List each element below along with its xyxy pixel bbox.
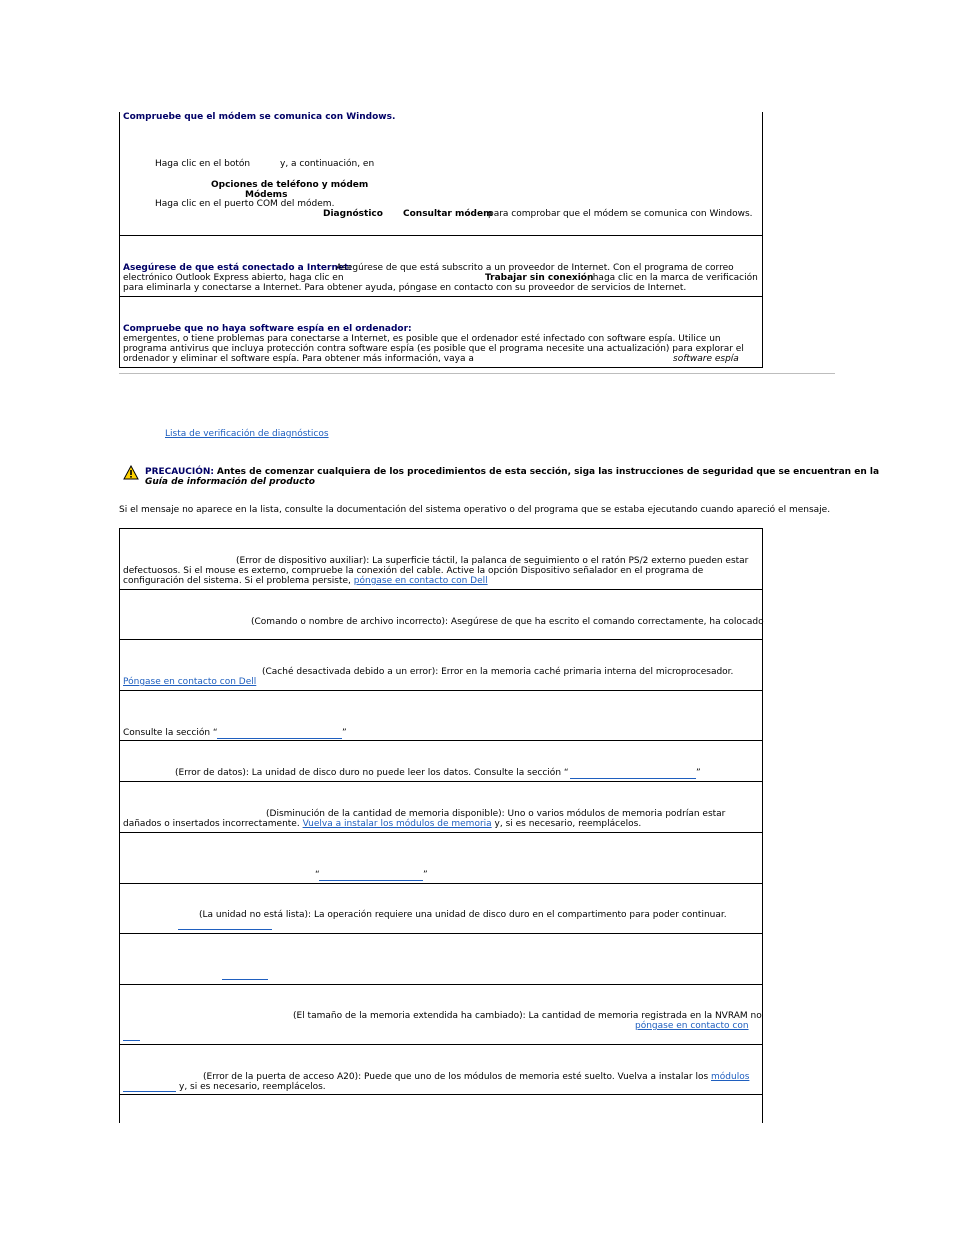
- section-link[interactable]: [178, 929, 272, 930]
- product-info-guide: Guía de información del producto: [145, 477, 315, 487]
- contact-dell-link[interactable]: Póngase en contacto con Dell: [123, 677, 257, 687]
- cache-error-text: (Caché desactivada debido a un error): Error en la memoria caché primaria interna del microprocesador.: [262, 667, 734, 677]
- contact-dell-link-continuation[interactable]: [123, 1040, 140, 1041]
- contact-dell-link[interactable]: póngase en contacto con Dell: [353, 576, 488, 586]
- aux-error-line3: configuración del sistema. Si el problema persiste,: [123, 576, 351, 586]
- section-link[interactable]: [222, 979, 268, 980]
- ext-memory-text: (El tamaño de la memoria extendida ha cambiado): La cantidad de memoria registrada en la NVRAM no: [293, 1011, 762, 1021]
- error-table-divider: [119, 832, 763, 833]
- internet-line2-end: , haga clic en la marca de verificación: [587, 273, 758, 283]
- internet-check-heading: Asegúrese de que está conectado a Internet:: [123, 263, 352, 273]
- modems-tab-label: Módems: [245, 190, 288, 200]
- aux-error-line2: defectuosos. Si el mouse es externo, compruebe la conexión del cable. Active la opción Dispositivo señalador en el programa de: [123, 566, 704, 576]
- caution-icon: [123, 465, 143, 481]
- error-table-divider: [119, 1094, 763, 1095]
- spyware-check-heading: Compruebe que no haya software espía en el ordenador:: [123, 324, 412, 334]
- gate-a20-line1: (Error de la puerta de acceso A20): Puede que uno de los módulos de memoria esté suelto. Vuelva a instalar los: [203, 1072, 709, 1082]
- internet-line2: electrónico Outlook Express abierto, haga clic en: [123, 273, 344, 283]
- modem-step1-text: Haga clic en el botón: [155, 159, 251, 169]
- top-table-divider: [119, 235, 763, 236]
- consult-section-text: Consulte la sección “: [123, 728, 218, 738]
- data-error-close-quote: ”: [696, 768, 701, 778]
- top-table-divider: [119, 296, 763, 297]
- data-error-text: (Error de datos): La unidad de disco duro no puede leer los datos. Consulte la sección “: [175, 768, 569, 778]
- quote-open: “: [315, 870, 320, 880]
- modem-step1-continue: y, a continuación, en: [280, 159, 375, 169]
- gate-a20-line2: y, si es necesario, reemplácelos.: [179, 1082, 326, 1092]
- top-table-right-border: [762, 112, 763, 368]
- query-modem-label: Consultar módem: [403, 209, 493, 219]
- error-table-divider: [119, 690, 763, 691]
- modem-check-heading: Compruebe que el módem se comunica con Windows.: [123, 112, 396, 122]
- error-table-divider: [119, 984, 763, 985]
- phone-modem-options-label: Opciones de teléfono y módem: [211, 180, 369, 190]
- internet-line1: Asegúrese de que está subscrito a un proveedor de Internet. Con el programa de correo: [336, 263, 734, 273]
- memory-decrease-line1: (Disminución de la cantidad de memoria disponible): Uno o varios módulos de memoria podrían estar: [266, 809, 726, 819]
- consult-close-quote: ”: [342, 728, 347, 738]
- memory-modules-link[interactable]: módulos: [711, 1072, 750, 1082]
- error-table-divider: [119, 781, 763, 782]
- error-table-divider: [119, 639, 763, 640]
- spyware-term: software espía: [673, 354, 739, 364]
- spyware-line1: emergentes, o tiene problemas para conectarse a Internet, es posible que el ordenador esté infectado con software espía. Utilice un: [123, 334, 721, 344]
- error-table-left-border: [119, 528, 120, 1123]
- error-table-divider: [119, 740, 763, 741]
- section-divider: [119, 373, 835, 374]
- contact-dell-link[interactable]: póngase en contacto con: [635, 1021, 749, 1031]
- error-table-top-border: [119, 528, 763, 529]
- error-table-divider: [119, 1044, 763, 1045]
- modem-com-step: Haga clic en el puerto COM del módem.: [155, 199, 335, 209]
- caution-text: Antes de comenzar cualquiera de los procedimientos de esta sección, siga las instrucciones de seguridad que se encuentran en la: [216, 467, 880, 477]
- error-table-divider: [119, 883, 763, 884]
- top-table-bottom-border: [119, 367, 763, 368]
- modem-step-end: para comprobar que el módem se comunica con Windows.: [488, 209, 753, 219]
- section-link[interactable]: [570, 778, 696, 779]
- diagnostics-checklist-link[interactable]: Lista de verificación de diagnósticos: [165, 429, 329, 439]
- internet-line3: para eliminarla y conectarse a Internet. Para obtener ayuda, póngase en contacto con su proveedor de servicios de Internet.: [123, 283, 687, 293]
- spyware-line2: programa antivirus que incluya protección contra software espía (es posible que el programa necesite una actualización) para explorar el: [123, 344, 744, 354]
- error-table-divider: [119, 933, 763, 934]
- memory-modules-link-continuation[interactable]: [123, 1091, 176, 1092]
- memory-decrease-line2-end: y, si es necesario, reemplácelos.: [494, 819, 642, 829]
- top-table-left-border: [119, 112, 120, 368]
- caution-label: PRECAUCIÓN:: [145, 467, 215, 477]
- section-link[interactable]: [319, 880, 423, 881]
- spyware-line3: ordenador y eliminar el software espía. Para obtener más información, vaya a: [123, 354, 474, 364]
- reinstall-memory-link[interactable]: Vuelva a instalar los módulos de memoria: [302, 819, 492, 829]
- intro-text: Si el mensaje no aparece en la lista, consulte la documentación del sistema operativo o del programa que se estaba ejecutando cuando apareció el mensaje.: [119, 505, 831, 515]
- aux-error-line1: (Error de dispositivo auxiliar): La superficie táctil, la palanca de seguimiento o el ratón PS/2 externo pueden estar: [236, 556, 749, 566]
- diagnostics-tab-label: Diagnóstico: [323, 209, 383, 219]
- bad-command-text: (Comando o nombre de archivo incorrecto): Asegúrese de que ha escrito el comando correctamente, ha colocado: [251, 617, 764, 627]
- memory-decrease-line2: dañados o insertados incorrectamente.: [123, 819, 300, 829]
- section-link[interactable]: [217, 738, 342, 739]
- error-table-divider: [119, 589, 763, 590]
- quote-close: ”: [423, 870, 428, 880]
- work-offline-label: Trabajar sin conexión: [485, 273, 594, 283]
- drive-not-ready-text: (La unidad no está lista): La operación requiere una unidad de disco duro en el compartimento para poder continuar.: [199, 910, 727, 920]
